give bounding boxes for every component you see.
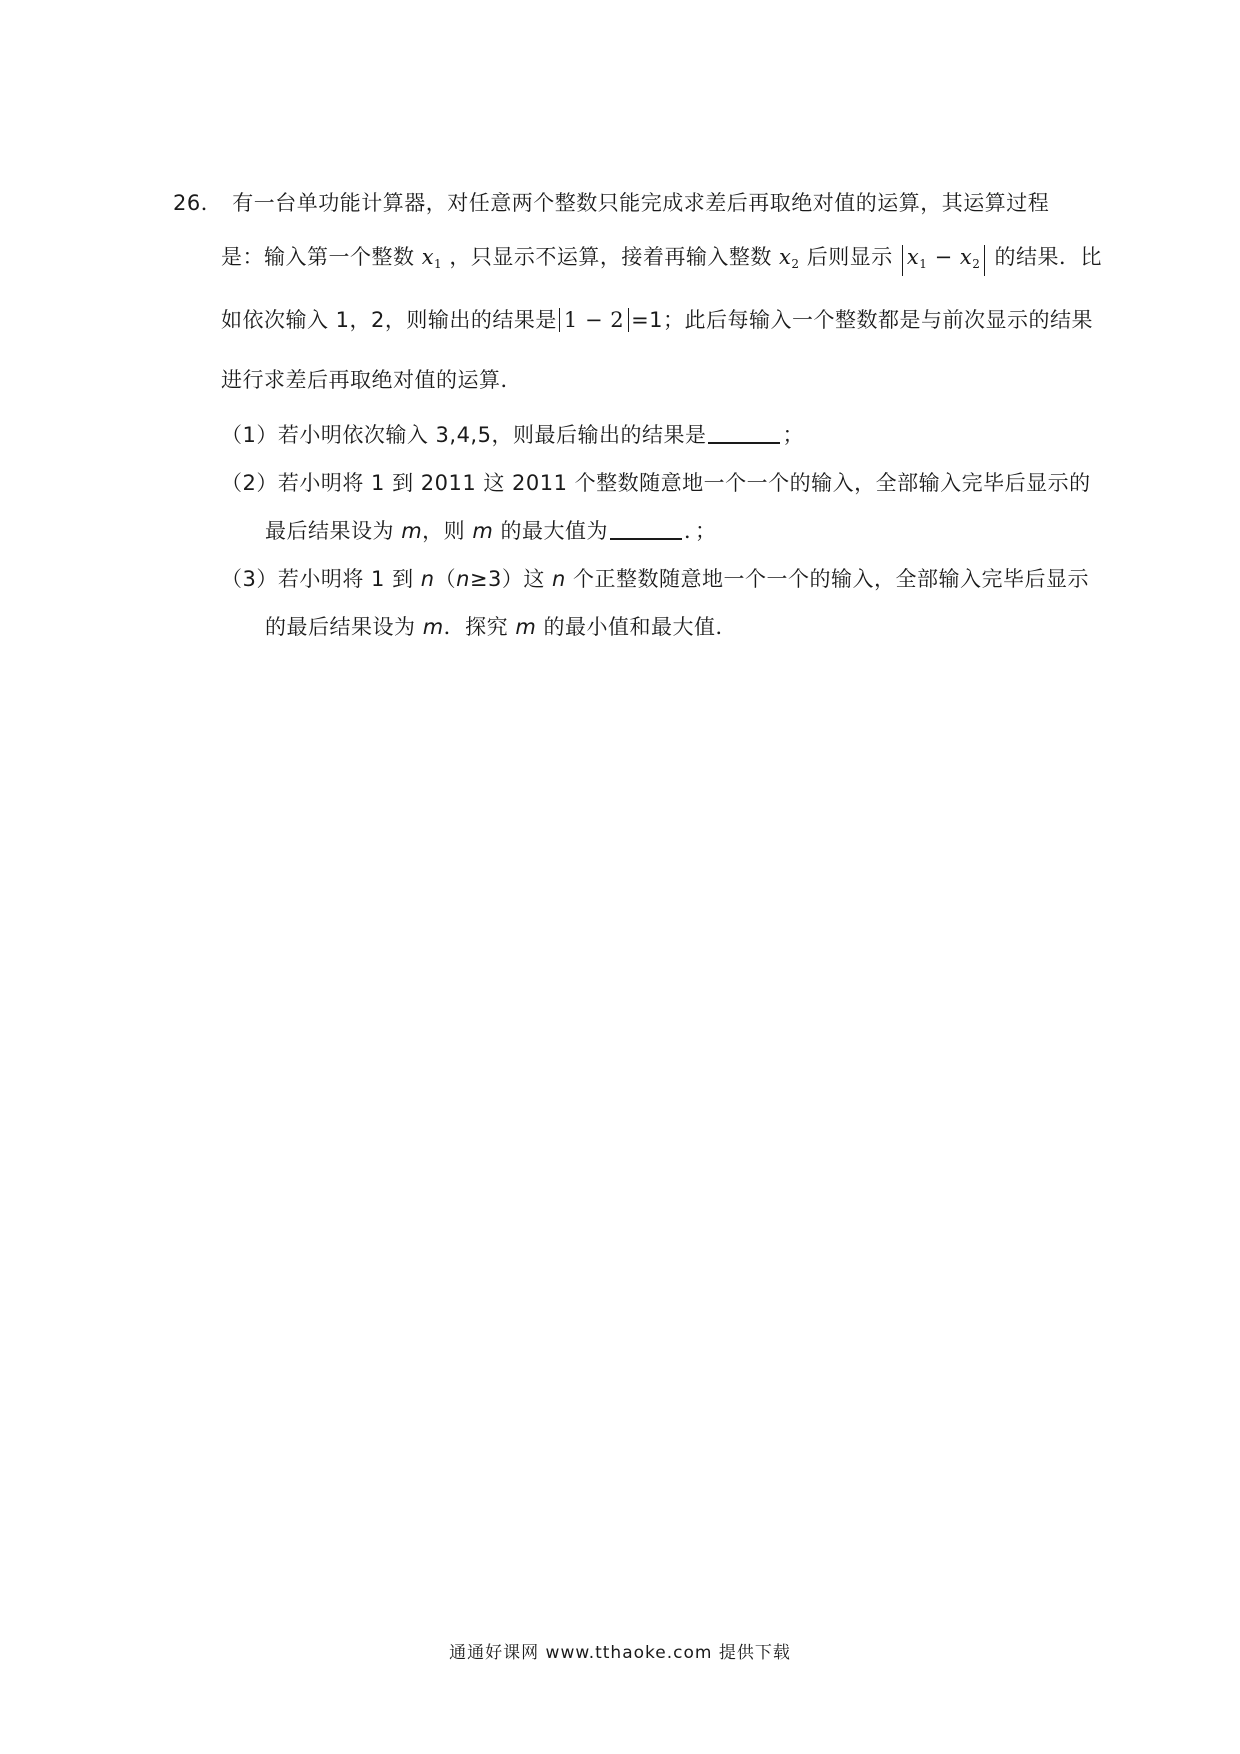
part3-text-d: 个正整数随意地一个一个的输入，全部输入完毕后显示: [573, 567, 1090, 591]
part3-text-b: （: [434, 567, 457, 591]
abs-example: 1 − 2: [559, 308, 629, 332]
part3-text-a: （3）若小明将 1 到: [221, 567, 414, 591]
intro-text-3b: =1；此后每输入一个整数都是与前次显示的结果: [631, 308, 1094, 332]
abs-formula: $x_1 - x_2$: [902, 245, 985, 276]
intro-text-2c: 后则显示: [806, 245, 893, 269]
question-number: 26．: [173, 191, 223, 215]
var-n: n: [420, 567, 435, 591]
intro-text-1: 有一台单功能计算器，对任意两个整数只能完成求差后再取绝对值的运算，其运算过程: [232, 191, 1050, 215]
part2-text-b: ，则: [422, 519, 466, 543]
question-line-4: [221, 365, 522, 395]
part2-text-a: 最后结果设为: [265, 519, 394, 543]
intro-text-2a: 是：输入第一个整数: [221, 245, 415, 269]
part1-text: （1）若小明依次输入 3,4,5，则最后输出的结果是: [221, 423, 707, 447]
var-x1: $x_1$: [421, 245, 443, 271]
var-x2: $x_2$: [779, 245, 800, 271]
part2-end: ．；: [684, 519, 717, 543]
part-2-line-2: [265, 516, 717, 546]
var-n: n: [456, 567, 470, 591]
var-m: m: [401, 519, 423, 543]
part-1: [221, 420, 804, 450]
page-footer: 通通好课网 www.tthaoke.com 提供下载: [449, 1643, 791, 1663]
intro-text-2b: ，只显示不运算，接着再输入整数: [449, 245, 772, 269]
question-line-1: [173, 188, 1049, 218]
var-n: n: [552, 567, 566, 591]
part2-text-1: （2）若小明将 1 到 2011 这 2011 个整数随意地一个一个的输入，全部输入完毕后显示的: [221, 471, 1091, 495]
part-2-line-1: [221, 468, 1091, 498]
part3-text-f: ．探究: [443, 615, 509, 639]
part2-text-c: 的最大值为: [500, 519, 608, 543]
part3-text-c: ≥3）这: [469, 567, 545, 591]
answer-blank-2[interactable]: [610, 516, 682, 540]
intro-text-3a: 如依次输入 1，2，则输出的结果是: [221, 308, 557, 332]
question-line-2: [221, 242, 1102, 279]
part3-text-g: 的最小值和最大值．: [543, 615, 737, 639]
part-3-line-1: [221, 564, 1089, 594]
part1-end: ；: [782, 423, 804, 447]
intro-text-4: 进行求差后再取绝对值的运算．: [221, 368, 522, 392]
part3-text-e: 的最后结果设为: [265, 615, 416, 639]
answer-blank-1[interactable]: [708, 420, 780, 444]
var-m: m: [472, 519, 494, 543]
intro-text-2d: 的结果．比: [994, 245, 1103, 269]
var-m: m: [515, 615, 537, 639]
var-m: m: [422, 615, 444, 639]
part-3-line-2: [265, 612, 737, 642]
question-line-3: [221, 305, 1093, 335]
